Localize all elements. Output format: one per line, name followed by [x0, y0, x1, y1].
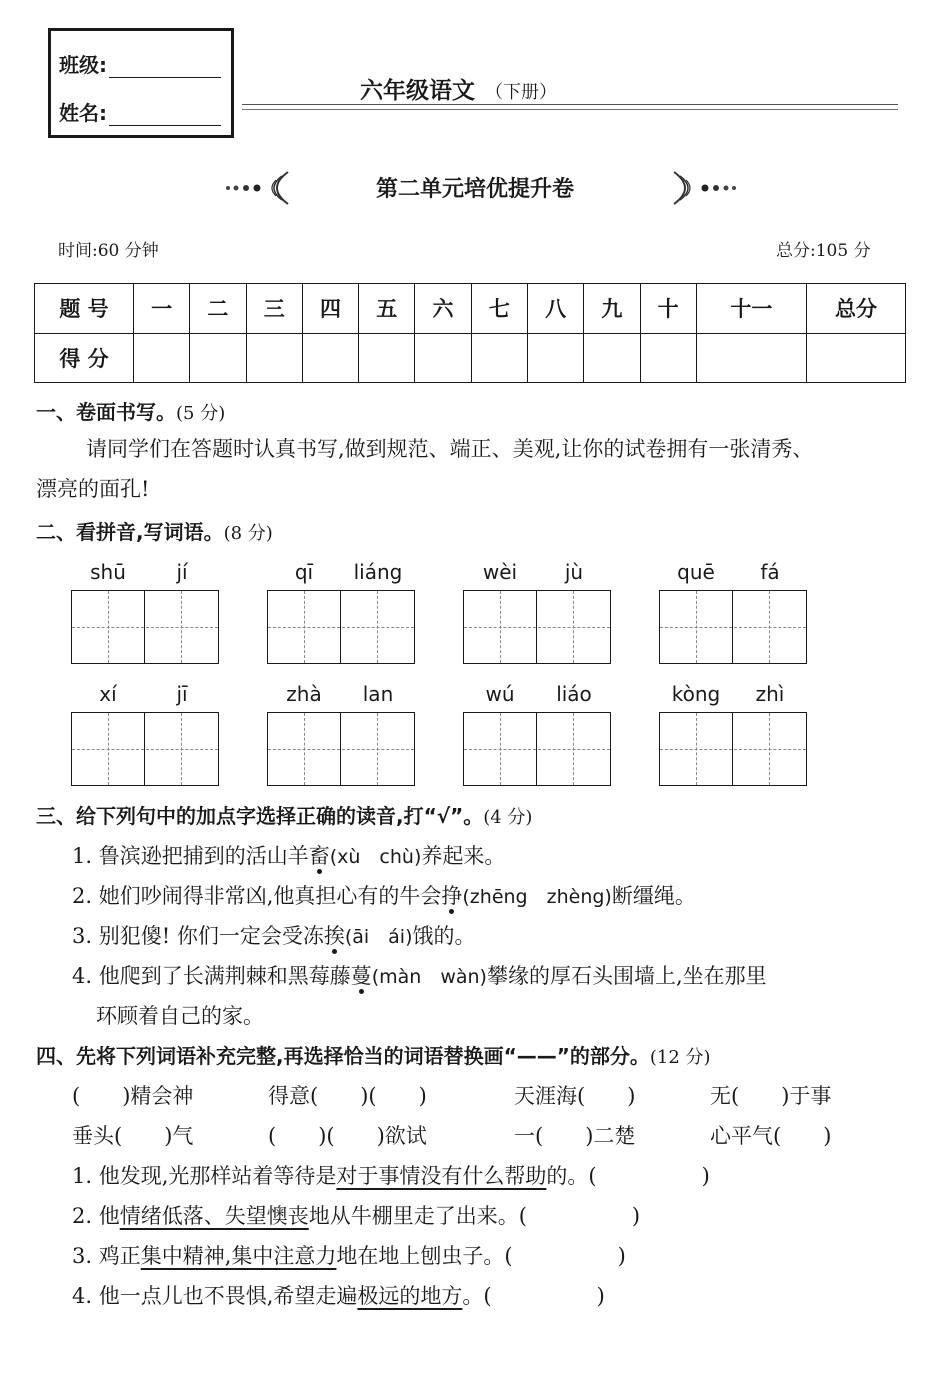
question-text: 1. 他发现,光那样站着等待是	[72, 1164, 337, 1188]
pinyin: qī	[294, 560, 314, 584]
writing-grid[interactable]	[267, 590, 415, 664]
item-text: 2. 她们吵闹得非常凶,他真担心有的牛会	[72, 884, 442, 908]
idiom-fill[interactable]: 无( )于事	[710, 1084, 832, 1108]
pinyin: shū	[90, 560, 126, 584]
writing-grid[interactable]	[463, 712, 611, 786]
section-2-title: 二、看拼音,写词语。	[36, 520, 224, 544]
pinyin: jī	[176, 682, 188, 706]
pronunciation-options[interactable]: (zhēng zhèng)	[462, 886, 612, 908]
dotted-char: 挣	[441, 884, 463, 908]
pinyin: wú	[485, 682, 515, 706]
underlined-phrase: 情绪低落、失望懊丧	[119, 1204, 309, 1228]
class-blank[interactable]	[109, 57, 221, 78]
score-label: 得 分	[35, 333, 134, 383]
section-4-question-4	[72, 1280, 605, 1310]
pronunciation-options[interactable]: (āi ái)	[344, 926, 413, 948]
total-score: 总分:105 分	[776, 241, 871, 261]
pronunciation-options[interactable]: (màn wàn)	[371, 966, 487, 988]
class-name-box	[48, 28, 234, 138]
score-table-header-row	[35, 284, 906, 334]
score-cell[interactable]	[246, 333, 302, 383]
pinyin: wèi	[482, 560, 518, 584]
idiom-fill[interactable]: 一( )二楚	[514, 1124, 636, 1148]
section-4-question-3	[72, 1240, 626, 1270]
score-table-score-row	[35, 333, 906, 383]
question-text: 4. 他一点儿也不畏惧,希望走遍	[72, 1284, 358, 1308]
score-cell[interactable]	[527, 333, 583, 383]
section-3-title: 三、给下列句中的加点字选择正确的读音,打“√”。	[36, 804, 484, 828]
col-10: 十	[640, 284, 696, 334]
section-3-item-3	[72, 920, 476, 950]
section-1-points: (5 分)	[176, 403, 226, 424]
pinyin: lan	[362, 682, 394, 706]
dotted-char: 畜	[308, 844, 330, 868]
section-3-item-4	[72, 960, 767, 990]
idiom-fill[interactable]: ( )精会神	[72, 1084, 194, 1108]
col-1: 一	[134, 284, 190, 334]
col-8: 八	[527, 284, 583, 334]
name-blank[interactable]	[109, 105, 221, 126]
item-text: 1. 鲁滨逊把捕到的活山羊	[72, 844, 309, 868]
score-cell[interactable]	[640, 333, 696, 383]
score-cell[interactable]	[584, 333, 640, 383]
writing-grid[interactable]	[267, 712, 415, 786]
idiom-fill[interactable]: 垂头( )气	[72, 1124, 194, 1148]
pinyin: zhì	[755, 682, 785, 706]
answer-blank[interactable]: 地从牛棚里走了出来。( )	[308, 1204, 641, 1228]
score-cell[interactable]	[415, 333, 471, 383]
score-table	[34, 283, 906, 383]
pinyin-word-5	[71, 682, 221, 792]
section-3-item-1	[72, 840, 505, 870]
pinyin-word-4	[659, 560, 809, 670]
unit-title: 第二单元培优提升卷	[375, 177, 574, 202]
underlined-phrase: 集中精神,集中注意力	[140, 1244, 337, 1268]
question-text: 3. 鸡正	[72, 1244, 141, 1268]
question-number-label: 题 号	[35, 284, 134, 334]
section-4-question-2	[72, 1200, 640, 1230]
idiom-fill[interactable]: 心平气( )	[710, 1124, 832, 1148]
col-9: 九	[584, 284, 640, 334]
underlined-phrase: 极远的地方	[357, 1284, 463, 1308]
score-cell[interactable]	[807, 333, 906, 383]
score-cell[interactable]	[696, 333, 806, 383]
writing-grid[interactable]	[463, 590, 611, 664]
col-2: 二	[190, 284, 246, 334]
pinyin: zhà	[286, 682, 322, 706]
section-1-line-2: 漂亮的面孔!	[36, 477, 150, 501]
pinyin: liáng	[353, 560, 403, 584]
book-title	[360, 72, 557, 105]
section-3-item-2	[72, 880, 696, 910]
score-cell[interactable]	[134, 333, 190, 383]
score-cell[interactable]	[302, 333, 358, 383]
header-rule	[242, 104, 898, 105]
section-4-heading	[36, 1040, 711, 1069]
col-3: 三	[246, 284, 302, 334]
dotted-char: 挨	[323, 924, 345, 948]
class-row	[59, 49, 221, 78]
section-3-heading	[36, 800, 532, 829]
item-text: 4. 他爬到了长满荆棘和黑莓藤	[72, 964, 351, 988]
header-rule	[242, 109, 898, 110]
section-1-line-1: 请同学们在答题时认真书写,做到规范、端正、美观,让你的试卷拥有一张清秀、	[86, 437, 814, 461]
pinyin-word-6	[267, 682, 417, 792]
pinyin: jù	[564, 560, 584, 584]
answer-blank[interactable]: 地在地上刨虫子。( )	[336, 1244, 626, 1268]
idiom-fill[interactable]: 天涯海( )	[514, 1084, 636, 1108]
writing-grid[interactable]	[71, 712, 219, 786]
pinyin-word-2	[267, 560, 417, 670]
class-label: 班级:	[59, 53, 107, 77]
idiom-fill[interactable]: ( )( )欲试	[268, 1124, 427, 1148]
section-4-points: (12 分)	[649, 1047, 711, 1068]
pinyin-word-8	[659, 682, 809, 792]
section-2-heading	[36, 516, 273, 545]
pinyin: quē	[677, 560, 715, 584]
item-text: 断缰绳。	[611, 884, 696, 908]
section-3-item-4-cont: 环顾着自己的家。	[96, 1004, 264, 1028]
section-2-points: (8 分)	[223, 523, 273, 544]
section-4-question-1	[72, 1160, 710, 1190]
col-total: 总分	[807, 284, 906, 334]
col-5: 五	[359, 284, 415, 334]
item-text: 3. 别犯傻! 你们一定会受冻	[72, 924, 324, 948]
writing-grid[interactable]	[659, 712, 807, 786]
pinyin: liáo	[556, 682, 592, 706]
item-text: 攀缘的厚石头围墙上,坐在那里	[486, 964, 767, 988]
book-title-main: 六年级语文	[360, 78, 475, 104]
answer-blank[interactable]: 的。( )	[546, 1164, 710, 1188]
pronunciation-options[interactable]: (xù chù)	[329, 846, 422, 868]
name-label: 姓名:	[59, 101, 107, 125]
answer-blank[interactable]: 。( )	[462, 1284, 605, 1308]
book-title-sub: （下册）	[485, 82, 557, 103]
score-cell[interactable]	[190, 333, 246, 383]
section-1-title: 一、卷面书写。	[36, 400, 176, 424]
time-limit: 时间:60 分钟	[58, 241, 159, 261]
right-ornament-icon	[650, 168, 740, 208]
writing-grid[interactable]	[659, 590, 807, 664]
col-7: 七	[471, 284, 527, 334]
score-cell[interactable]	[471, 333, 527, 383]
underlined-phrase: 对于事情没有什么帮助	[336, 1164, 547, 1188]
pinyin: fá	[760, 560, 780, 584]
score-cell[interactable]	[359, 333, 415, 383]
pinyin: jí	[176, 560, 188, 584]
dotted-char: 蔓	[350, 964, 372, 988]
item-text: 养起来。	[421, 844, 506, 868]
writing-grid[interactable]	[71, 590, 219, 664]
item-text: 饿的。	[412, 924, 476, 948]
section-4-title: 四、先将下列词语补充完整,再选择恰当的词语替换画“——”的部分。	[36, 1044, 650, 1068]
pinyin: xí	[99, 682, 117, 706]
pinyin-word-1	[71, 560, 221, 670]
col-11: 十一	[696, 284, 806, 334]
col-6: 六	[415, 284, 471, 334]
pinyin-word-7	[463, 682, 613, 792]
section-1-heading	[36, 396, 225, 425]
question-text: 2. 他	[72, 1204, 120, 1228]
section-3-points: (4 分)	[483, 807, 533, 828]
col-4: 四	[302, 284, 358, 334]
pinyin-word-3	[463, 560, 613, 670]
idiom-fill[interactable]: 得意( )( )	[268, 1084, 427, 1108]
name-row	[59, 97, 221, 126]
pinyin: kòng	[671, 682, 721, 706]
